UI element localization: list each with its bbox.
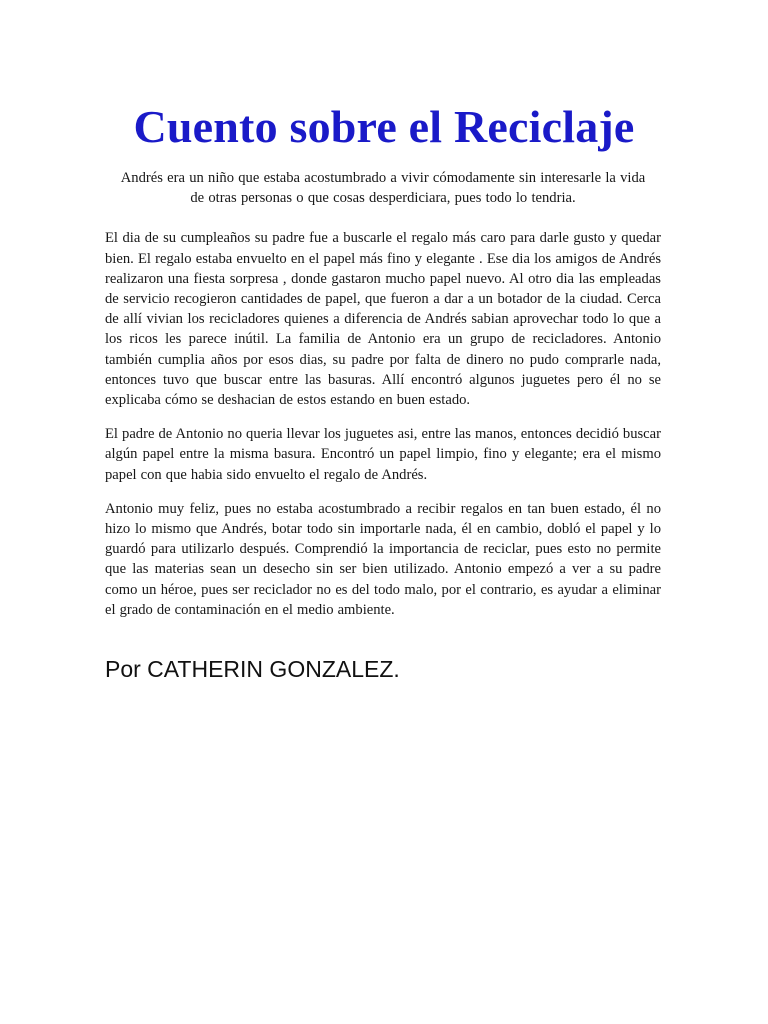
paragraph-intro: Andrés era un niño que estaba acostumbrado a vivir cómodamente sin interesarle la vida de otras personas o que cosas desperdiciara, pues todo lo tendria. [120,170,646,207]
document-body [105,168,661,620]
page-title: Cuento sobre el Reciclaje [133,100,635,152]
paragraph-3: Antonio muy feliz, pues no estaba acostumbrado a recibir regalos en tan buen estado, él no hizo lo mismo que Andrés, botar todo sin importarle nada, él en cambio, dobló el papel y lo guardó para utilizarlo después. Comprendió la importancia de reciclar, pues esto no permite que las materias sean un desecho sin ser bien utilizado. Antonio empezó a ver a su padre como un héroe, pues ser reciclador no es del todo malo, por el contrario, es ayudar a eliminar el grado de contaminación en el medio ambiente. [105,500,661,618]
paragraph-1: El dia de su cumpleaños su padre fue a buscarle el regalo más caro para darle gusto y quedar bien. El regalo estaba envuelto en el papel más fino y elegante . Ese dia los amigos de Andrés realizaron una fiesta sorpresa , donde gastaron mucho papel nuevo. Al otro dia las empleadas de servicio recogieron cantidades de papel, que fueron a dar a un botador de la ciudad. Cerca de allí vivian los recicladores quienes a diferencia de Andrés sabian aprovechar todo lo que a los ricos les parece inútil. La familia de Antonio era un grupo de recicladores. Antonio también cumplia años por esos dias, su padre por falta de dinero no pudo comprarle nada, entonces tuvo que buscar entre las basuras. Allí encontró algunos juguetes pero él no se explicaba cómo se deshacian de estos estando en buen estado. [105,230,661,409]
author-credit: Por CATHERIN GONZALEZ. [105,656,400,682]
paragraph-2: El padre de Antonio no queria llevar los juguetes asi, entre las manos, entonces decidió buscar algún papel entre la misma basura. Encontró un papel limpio, fino y elegante; era el mismo papel con que habia sido envuelto el regalo de Andrés. [105,426,661,483]
